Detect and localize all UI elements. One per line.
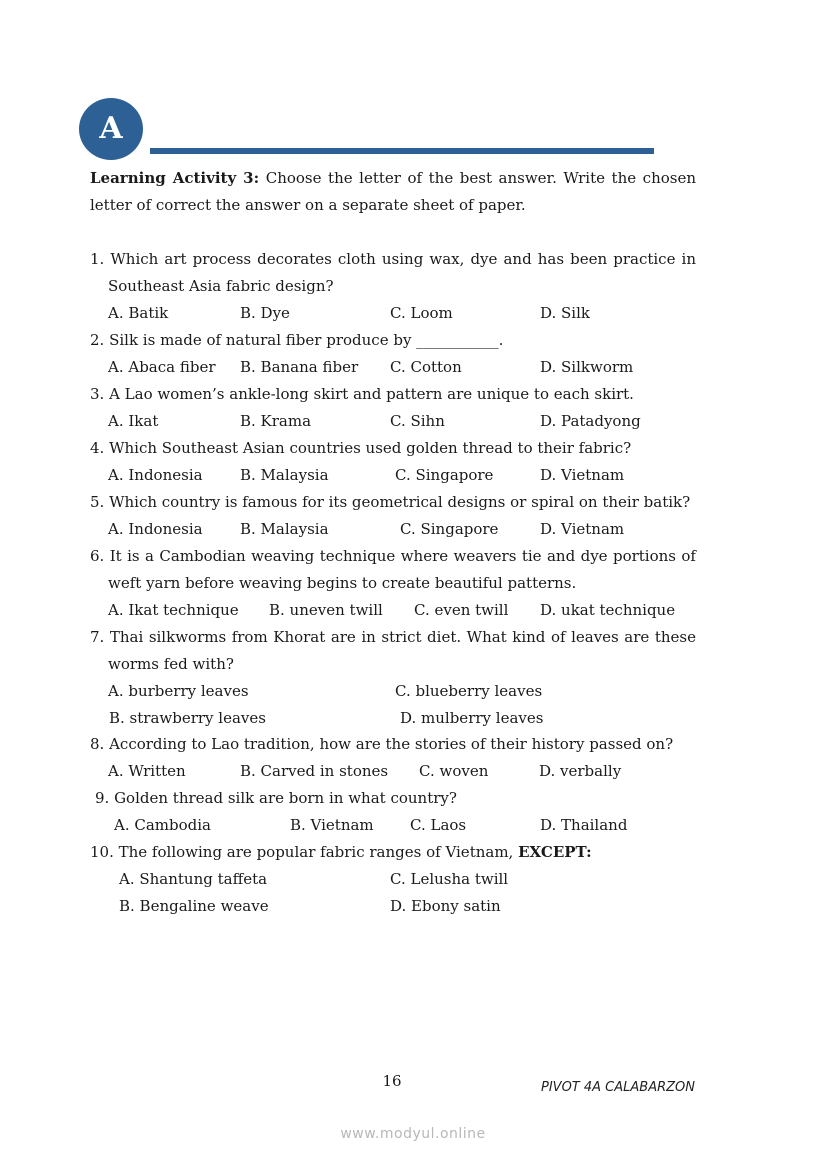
activity-title: Learning Activity 3:: [90, 169, 260, 187]
q1-option-d: D. Silk: [540, 304, 590, 322]
q7-option-a: A. burberry leaves: [108, 682, 249, 700]
q8-option-a: A. Written: [108, 762, 186, 780]
q4-option-d: D. Vietnam: [540, 466, 625, 484]
q2-option-c: C. Cotton: [390, 358, 462, 376]
question-4-text: 4. Which Southeast Asian countries used golden thread to their fabric?: [90, 439, 632, 457]
question-1-text: 1. Which art process decorates cloth using wax, dye and has been practice in: [90, 250, 696, 268]
q10-option-b: B. Bengaline weave: [119, 897, 269, 915]
watermark: www.modyul.online: [340, 1126, 486, 1142]
q10-option-a: A. Shantung taffeta: [119, 870, 268, 888]
q7-option-b: B. strawberry leaves: [109, 709, 266, 727]
q8-option-c: C. woven: [419, 762, 489, 780]
q3-option-a: A. Ikat: [108, 412, 159, 430]
q9-option-b: B. Vietnam: [290, 816, 374, 834]
question-10-stem: 10. The following are popular fabric ranges of Vietnam,: [90, 843, 519, 861]
q4-option-c: C. Singapore: [395, 466, 494, 484]
q6-option-b: B. uneven twill: [269, 601, 383, 619]
q8-option-b: B. Carved in stones: [240, 762, 389, 780]
question-10-emphasis: EXCEPT:: [518, 843, 592, 861]
q1-option-c: C. Loom: [390, 304, 453, 322]
page-number: 16: [382, 1072, 402, 1090]
section-badge: A: [79, 98, 143, 160]
q1-option-b: B. Dye: [240, 304, 290, 322]
instructions-text: Choose the letter of the best answer. Write the chosen letter of correct the answer on a separate sheet of paper.: [90, 169, 697, 214]
question-5-text: 5. Which country is famous for its geometrical designs or spiral on their batik?: [90, 493, 691, 511]
q2-option-a: A. Abaca fiber: [108, 358, 216, 376]
q3-option-d: D. Patadyong: [540, 412, 641, 430]
q10-option-c: C. Lelusha twill: [390, 870, 509, 888]
q3-option-b: B. Krama: [240, 412, 312, 430]
header-rule: [150, 148, 654, 154]
q7-option-c: C. blueberry leaves: [395, 682, 543, 700]
q2-option-b: B. Banana fiber: [240, 358, 359, 376]
q5-option-a: A. Indonesia: [108, 520, 203, 538]
q4-option-b: B. Malaysia: [240, 466, 329, 484]
q6-option-c: C. even twill: [414, 601, 509, 619]
question-2-text: 2. Silk is made of natural fiber produce by ___________.: [90, 331, 504, 349]
q1-option-a: A. Batik: [108, 304, 169, 322]
q8-option-d: D. verbally: [539, 762, 622, 780]
question-9-text: 9. Golden thread silk are born in what country?: [95, 789, 457, 807]
q9-option-a: A. Cambodia: [114, 816, 211, 834]
q5-option-d: D. Vietnam: [540, 520, 625, 538]
question-6-text: 6. It is a Cambodian weaving technique where weavers tie and dye portions of: [90, 547, 696, 565]
q9-option-d: D. Thailand: [540, 816, 628, 834]
q6-option-a: A. Ikat technique: [108, 601, 239, 619]
question-10-text: [90, 839, 592, 866]
q5-option-b: B. Malaysia: [240, 520, 329, 538]
question-6-text-cont: weft yarn before weaving begins to create beautiful patterns.: [108, 574, 577, 592]
footer-label: PIVOT 4A CALABARZON: [541, 1080, 695, 1095]
question-7-text-cont: worms fed with?: [108, 655, 234, 673]
q7-option-d: D. mulberry leaves: [400, 709, 544, 727]
question-7-text: 7. Thai silkworms from Khorat are in strict diet. What kind of leaves are these: [90, 628, 696, 646]
q4-option-a: A. Indonesia: [108, 466, 203, 484]
activity-instructions: [90, 165, 696, 219]
question-8-text: 8. According to Lao tradition, how are the stories of their history passed on?: [90, 735, 674, 753]
q3-option-c: C. Sihn: [390, 412, 445, 430]
question-1-text-cont: Southeast Asia fabric design?: [108, 277, 334, 295]
q10-option-d: D. Ebony satin: [390, 897, 501, 915]
q6-option-d: D. ukat technique: [540, 601, 676, 619]
q9-option-c: C. Laos: [410, 816, 467, 834]
q5-option-c: C. Singapore: [400, 520, 499, 538]
q2-option-d: D. Silkworm: [540, 358, 634, 376]
question-3-text: 3. A Lao women’s ankle-long skirt and pattern are unique to each skirt.: [90, 385, 634, 403]
